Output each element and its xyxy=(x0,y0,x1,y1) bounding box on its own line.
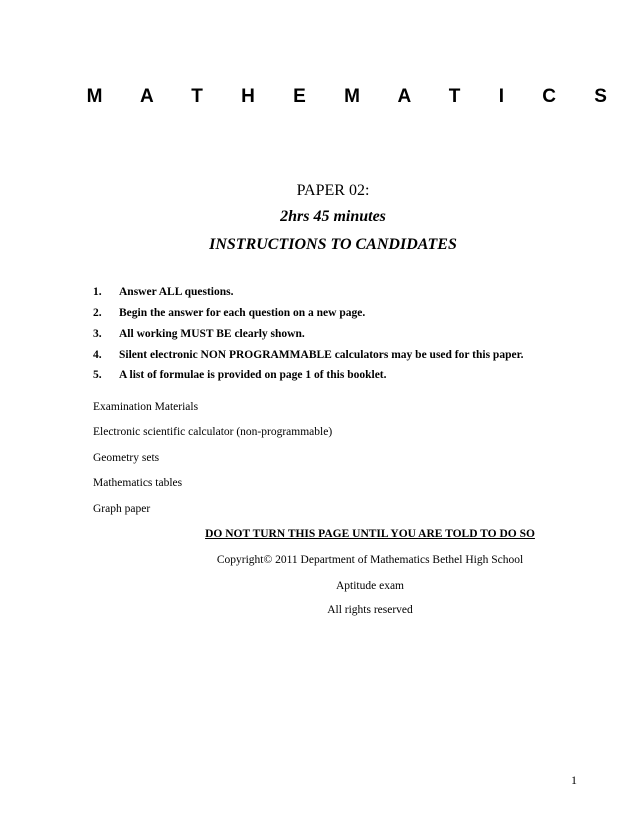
instruction-text: All working MUST BE clearly shown. xyxy=(119,328,305,340)
instruction-item xyxy=(93,369,387,381)
instruction-item xyxy=(93,286,234,298)
instruction-number: 5. xyxy=(93,369,102,381)
document-title: M A T H E M A T I C S xyxy=(86,86,624,107)
instruction-text: Answer ALL questions. xyxy=(119,286,234,298)
instruction-text: Begin the answer for each question on a new page. xyxy=(119,307,366,319)
material-item: Geometry sets xyxy=(93,452,160,464)
instruction-item xyxy=(93,307,365,319)
instruction-number: 2. xyxy=(93,307,102,319)
instruction-number: 4. xyxy=(93,349,102,361)
material-item: Mathematics tables xyxy=(93,477,183,489)
exam-name: Aptitude exam xyxy=(335,580,405,592)
material-item: Graph paper xyxy=(93,503,151,515)
rights-notice: All rights reserved xyxy=(327,604,413,616)
instruction-text: A list of formulae is provided on page 1 of this booklet. xyxy=(119,369,387,381)
instruction-number: 1. xyxy=(93,286,102,298)
instructions-heading: INSTRUCTIONS TO CANDIDATES xyxy=(209,236,457,253)
material-item: Electronic scientific calculator (non-programmable) xyxy=(93,426,333,438)
instruction-number: 3. xyxy=(93,328,102,340)
copyright-notice: Copyright© 2011 Department of Mathematics Bethel High School xyxy=(216,554,524,566)
do-not-turn-warning: DO NOT TURN THIS PAGE UNTIL YOU ARE TOLD TO DO SO xyxy=(205,528,535,540)
materials-heading: Examination Materials xyxy=(93,401,199,413)
instruction-item xyxy=(93,349,524,361)
page-number: 1 xyxy=(571,773,577,787)
instruction-text: Silent electronic NON PROGRAMMABLE calculators may be used for this paper. xyxy=(119,349,524,361)
paper-label: PAPER 02: xyxy=(296,182,370,199)
instruction-item xyxy=(93,328,305,340)
exam-duration: 2hrs 45 minutes xyxy=(280,208,386,225)
